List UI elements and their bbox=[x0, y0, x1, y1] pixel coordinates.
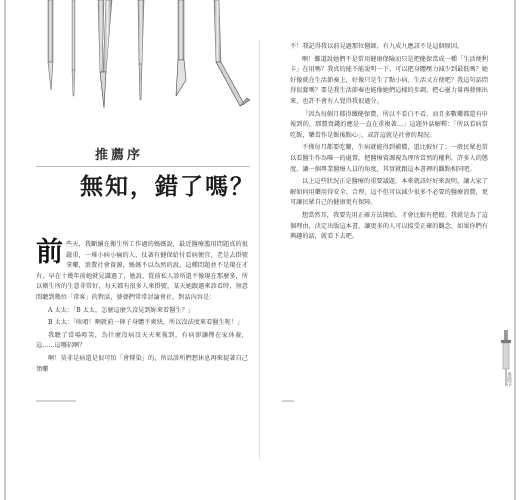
angled-probe-icon bbox=[214, 0, 250, 106]
page-title: 無知，錯了嗎？ bbox=[80, 173, 255, 200]
left-page-edge bbox=[4, 0, 6, 500]
dropcap: 前 bbox=[36, 237, 63, 268]
dialog-line: A 太太：「B 太太，怎麼這麼久沒見到妳來看醫生？」 bbox=[48, 306, 194, 314]
right-text-column bbox=[290, 42, 488, 245]
forceps-icon bbox=[138, 0, 144, 100]
heading-rule bbox=[36, 166, 250, 167]
book-spine bbox=[259, 40, 260, 460]
body-paragraph: 啊！莫非是病還是很可怕「會傳染」的，所以診所們想休息再來提著自己領藥 bbox=[36, 354, 248, 373]
scalpel-icon bbox=[48, 0, 53, 90]
right-page-edge bbox=[514, 0, 516, 500]
body-paragraph: 以上這些狀況正是醫療的重要議題，本來就該好好來說明，讓大家了解如何用藥用得安全、合理，這不但可以減少很多不必要的醫療浪費，更可讓民眾自己的健康更有保障。 bbox=[290, 178, 488, 207]
dialog-line: B 太太：「唉唷！啊就前一陣子身體不爽快，所以沒法度來看醫生呢！」 bbox=[48, 319, 244, 327]
left-text-column bbox=[36, 237, 248, 377]
body-paragraph: 我聽了當場啞笑，為什麼沒病沒天天來報到，有病卻讓擇在家休養，這……這哪招啊？ bbox=[36, 331, 248, 350]
body-paragraph: 想當然耳，我要先用正確方法開始，才會比較有把握。我就是為了這個理由，決定出版這本書，讓更多的人可以接受正確的觀念，如果你們有興趣的話，就看下去吧。 bbox=[290, 211, 488, 241]
side-tab-label: 推薦序 bbox=[506, 372, 512, 387]
scissors-icon bbox=[98, 0, 112, 108]
surgical-instruments-illustration bbox=[18, 0, 254, 125]
body-paragraph: 啊！難道說她們不是常用健康保險而只是把健保當成一種「生活便利卡」在用嗎？我真的能不能說明一下，可以把身體壓力減少到最低嗎？她好像就在生活節奏上，好像只是生了點小病、生活又方便吧？我這句話問得很蠢嗎？要是我生活節奏也能像她們這樣的步調，把心靈力量再發揮出來，也許不會有人覺得我很過分。 bbox=[290, 55, 488, 105]
left-page-footer-mark bbox=[36, 400, 76, 402]
body-paragraph: 不僅每月都要吃藥，生病就能得到補償，還比較好了；一般民眾也常以看醫生作為唯一的處置，把醫療資源視為理所當然的權利，許多人的態度，讓一個專業醫療人員的角度，其實就跟這本書裡的觀點相同吧。 bbox=[290, 144, 488, 173]
probe-icon bbox=[72, 0, 75, 96]
body-paragraph: 前些天，我斷續在衛生所工作過的媽媽說，最近醫療濫用問題真的很嚴重，一堆小病小痛的人，仗著有健保給付看病便宜，老是去掛號拿藥，浪費社會資源，媽媽不以為然的說，這種問題並不是現在才有，早在十幾年前她就見識過了，她說，從前私人診所還不像現在那麼多，所以衛生所的生意非常好，每天都有很多人來掛號，某天她跟過來診看時，無意間聽到幾位「常客」的對話，婆婆們常常討論會社，對話內容是： bbox=[36, 237, 248, 301]
body-paragraph: 「因為每個月都得繳健保費，所以不看白不看，而且多數藥都還有申報到的，那費賣錢的應是一直在重複著…」這題外話解釋：「所以看病當吃飯，藥當作是飯後點心」，或許這就是社會的現況。 bbox=[290, 110, 488, 139]
blade-icon bbox=[176, 0, 186, 96]
section-label: 推薦序 bbox=[95, 148, 144, 163]
body-paragraph: 不！我記得我以前見過那位醫師，有九成九應該不是這個原因。 bbox=[290, 43, 464, 50]
right-page-footer-mark bbox=[282, 400, 294, 402]
